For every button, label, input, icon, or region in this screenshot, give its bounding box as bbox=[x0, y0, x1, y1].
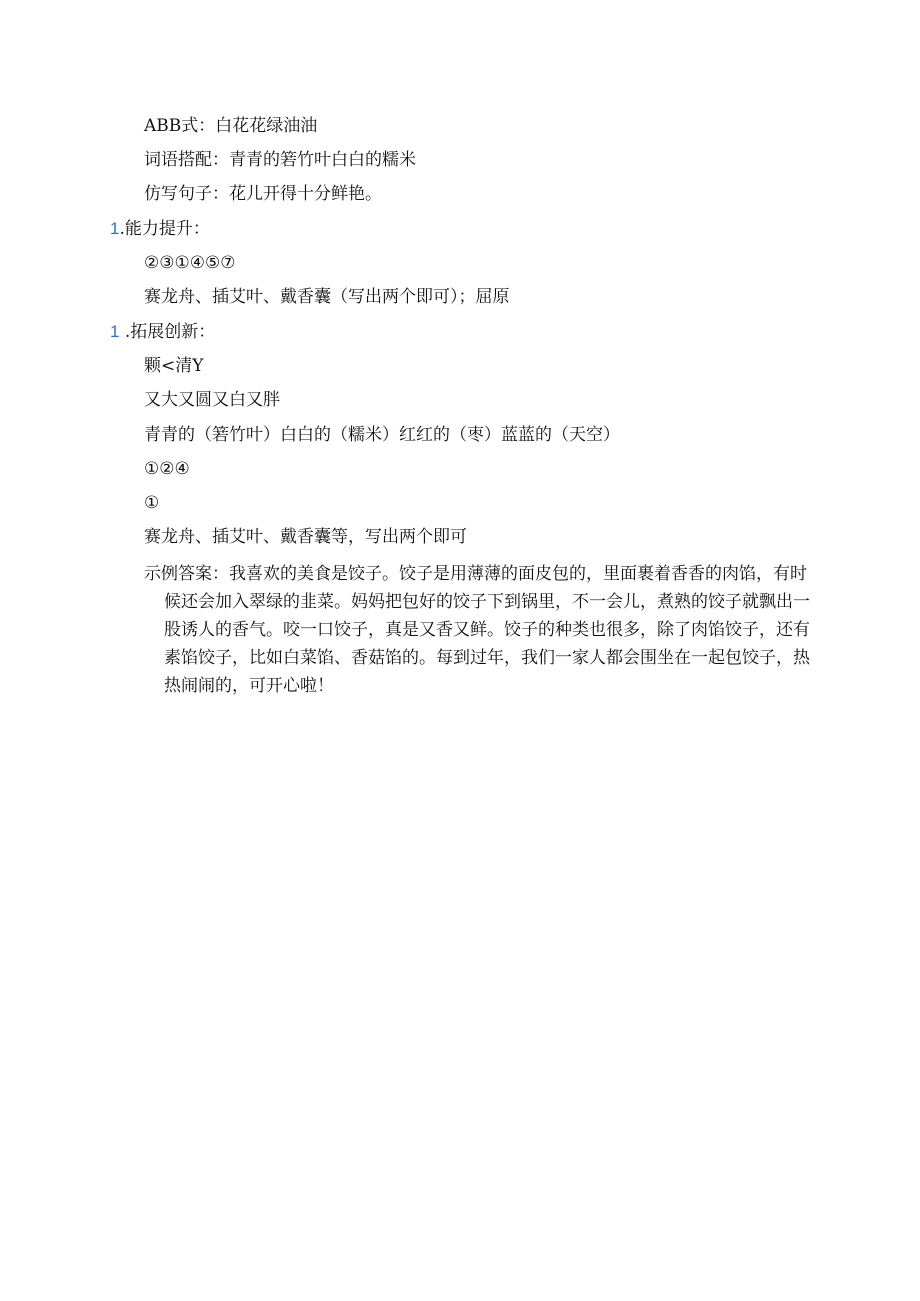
abb-text: ABB式：白花花绿油油 bbox=[144, 116, 318, 136]
customs-answer: 赛龙舟、插艾叶、戴香囊（写出两个即可）；屈原 bbox=[144, 287, 510, 307]
section-ability-heading bbox=[110, 217, 210, 241]
abb-answer bbox=[144, 114, 317, 138]
choice-answer-2: ① bbox=[144, 493, 160, 513]
choice-answer-1: ①②④ bbox=[144, 459, 190, 479]
description-answer: 又大又圆又白又胖 bbox=[144, 390, 280, 410]
section-title: .拓展创新： bbox=[119, 322, 216, 342]
example-answer-paragraph bbox=[144, 560, 824, 700]
paragraph-line: 股诱人的香气。咬一口饺子，真是又香又鲜。饺子的种类也很多，除了肉馅饺子，还有 bbox=[164, 620, 810, 640]
ke-answer: 颗<清Y bbox=[144, 356, 204, 376]
section-number: 1 bbox=[110, 219, 120, 238]
paragraph-line: 候还会加入翠绿的韭菜。妈妈把包好的饺子下到锅里，不一会儿，煮熟的饺子就飘出一 bbox=[164, 592, 810, 612]
paragraph-line: 素馅饺子，比如白菜馅、香菇馅的。每到过年，我们一家人都会围坐在一起包饺子，热 bbox=[164, 648, 810, 668]
imitation-sentence-answer: 仿写句子：花儿开得十分鲜艳。 bbox=[144, 184, 382, 204]
color-words-answer: 青青的（箬竹叶）白白的（糯米）红红的（枣）蓝蓝的（天空） bbox=[144, 425, 620, 445]
paragraph-line: 热闹闹的，可开心啦！ bbox=[164, 676, 334, 696]
section-extension-heading bbox=[110, 320, 215, 344]
word-match-answer: 词语搭配：青青的箬竹叶白白的糯米 bbox=[144, 150, 416, 170]
section-number: 1 bbox=[110, 322, 120, 341]
paragraph-line: 示例答案：我喜欢的美食是饺子。饺子是用薄薄的面皮包的，里面裹着香香的肉馅，有时 bbox=[144, 564, 807, 584]
section-title: .能力提升： bbox=[119, 219, 210, 239]
customs-answer-2: 赛龙舟、插艾叶、戴香囊等，写出两个即可 bbox=[144, 527, 467, 547]
order-answer: ②③①④⑤⑦ bbox=[144, 253, 236, 273]
